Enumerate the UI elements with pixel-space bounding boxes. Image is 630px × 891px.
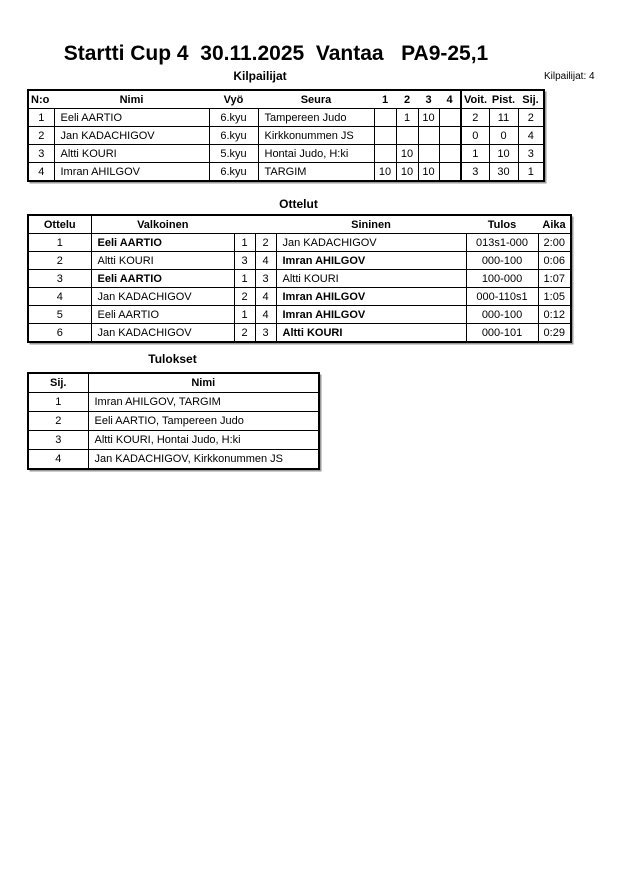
column-header: Valkoinen [91, 215, 234, 234]
competitor-name: Imran AHILGOV [54, 163, 209, 182]
white-competitor: Eeli AARTIO [91, 234, 234, 252]
competitor-name: Jan KADACHIGOV [54, 127, 209, 145]
result-name: Jan KADACHIGOV, Kirkkonummen JS [88, 450, 319, 470]
match-time: 1:07 [538, 270, 571, 288]
competitors-table [27, 89, 545, 182]
competitor-belt: 5.kyu [209, 145, 258, 163]
round-score [374, 145, 396, 163]
match-time: 2:00 [538, 234, 571, 252]
result-row [28, 431, 319, 450]
competitor-points: 11 [489, 109, 518, 127]
round-score: 10 [374, 163, 396, 182]
column-header: 2 [396, 90, 418, 109]
competitor-wins: 3 [461, 163, 489, 182]
round-score: 10 [418, 109, 439, 127]
match-number: 3 [28, 270, 91, 288]
competitor-number: 4 [28, 163, 54, 182]
competitor-club: Tampereen Judo [258, 109, 374, 127]
competitor-number: 2 [28, 127, 54, 145]
white-competitor: Jan KADACHIGOV [91, 288, 234, 306]
column-header: Nimi [54, 90, 209, 109]
round-score [418, 145, 439, 163]
blue-competitor: Altti KOURI [276, 324, 466, 343]
competitor-belt: 6.kyu [209, 127, 258, 145]
match-time: 1:05 [538, 288, 571, 306]
blue-competitor: Altti KOURI [276, 270, 466, 288]
column-header: 4 [439, 90, 461, 109]
results-header-row [28, 373, 319, 393]
result-row [28, 393, 319, 412]
competitor-row [28, 145, 544, 163]
match-result: 100-000 [466, 270, 538, 288]
column-header: Nimi [88, 373, 319, 393]
column-header [255, 215, 276, 234]
result-row [28, 412, 319, 431]
competitor-place: 1 [518, 163, 544, 182]
competitor-club: Hontai Judo, H:ki [258, 145, 374, 163]
white-competitor: Jan KADACHIGOV [91, 324, 234, 343]
competitor-name: Altti KOURI [54, 145, 209, 163]
competitor-place: 4 [518, 127, 544, 145]
blue-competitor: Jan KADACHIGOV [276, 234, 466, 252]
match-result: 000-100 [466, 252, 538, 270]
match-row [28, 288, 571, 306]
column-header: Sininen [276, 215, 466, 234]
round-score [418, 127, 439, 145]
matches-heading: Ottelut [279, 197, 318, 211]
result-place: 1 [28, 393, 88, 412]
result-name: Altti KOURI, Hontai Judo, H:ki [88, 431, 319, 450]
competitor-place: 3 [518, 145, 544, 163]
round-score [439, 145, 461, 163]
matches-header-row [28, 215, 571, 234]
match-row [28, 306, 571, 324]
white-competitor: Eeli AARTIO [91, 306, 234, 324]
competitor-wins: 0 [461, 127, 489, 145]
column-header [234, 215, 255, 234]
match-time: 0:12 [538, 306, 571, 324]
blue-number: 4 [255, 252, 276, 270]
column-header: Sij. [28, 373, 88, 393]
result-name: Imran AHILGOV, TARGIM [88, 393, 319, 412]
match-time: 0:06 [538, 252, 571, 270]
match-row [28, 252, 571, 270]
result-place: 3 [28, 431, 88, 450]
blue-number: 2 [255, 234, 276, 252]
white-number: 1 [234, 306, 255, 324]
competitor-club: Kirkkonummen JS [258, 127, 374, 145]
result-row [28, 450, 319, 470]
column-header: Seura [258, 90, 374, 109]
round-score [374, 109, 396, 127]
round-score: 10 [418, 163, 439, 182]
round-score [396, 127, 418, 145]
white-competitor: Eeli AARTIO [91, 270, 234, 288]
match-row [28, 324, 571, 343]
match-number: 1 [28, 234, 91, 252]
column-header: Aika [538, 215, 571, 234]
result-place: 4 [28, 450, 88, 470]
round-score [439, 109, 461, 127]
competitor-club: TARGIM [258, 163, 374, 182]
round-score: 10 [396, 163, 418, 182]
matches-table [27, 214, 572, 343]
competitor-wins: 2 [461, 109, 489, 127]
match-result: 000-100 [466, 306, 538, 324]
column-header: 1 [374, 90, 396, 109]
column-header: Sij. [518, 90, 544, 109]
column-header: Tulos [466, 215, 538, 234]
column-header: Ottelu [28, 215, 91, 234]
match-number: 6 [28, 324, 91, 343]
column-header: 3 [418, 90, 439, 109]
page-title: Startti Cup 4 30.11.2025 Vantaa PA9-25,1 [63, 42, 489, 65]
competitor-belt: 6.kyu [209, 109, 258, 127]
match-number: 5 [28, 306, 91, 324]
blue-number: 3 [255, 324, 276, 343]
competitors-header-row [28, 90, 544, 109]
competitors-subtitle: Kilpailijat [233, 69, 287, 83]
competitor-wins: 1 [461, 145, 489, 163]
competitor-number: 3 [28, 145, 54, 163]
white-number: 2 [234, 324, 255, 343]
competitor-points: 0 [489, 127, 518, 145]
column-header: Vyö [209, 90, 258, 109]
white-number: 2 [234, 288, 255, 306]
competitor-row [28, 109, 544, 127]
round-score: 10 [396, 145, 418, 163]
blue-number: 3 [255, 270, 276, 288]
round-score [439, 163, 461, 182]
competitor-number: 1 [28, 109, 54, 127]
blue-number: 4 [255, 288, 276, 306]
result-place: 2 [28, 412, 88, 431]
column-header: Pist. [489, 90, 518, 109]
blue-competitor: Imran AHILGOV [276, 252, 466, 270]
column-header: Voit. [461, 90, 489, 109]
competitor-name: Eeli AARTIO [54, 109, 209, 127]
match-result: 013s1-000 [466, 234, 538, 252]
white-number: 3 [234, 252, 255, 270]
competitor-count: Kilpailijat: 4 [544, 71, 595, 82]
competitor-place: 2 [518, 109, 544, 127]
match-result: 000-101 [466, 324, 538, 343]
white-number: 1 [234, 270, 255, 288]
match-number: 4 [28, 288, 91, 306]
competitor-row [28, 163, 544, 182]
round-score [439, 127, 461, 145]
blue-competitor: Imran AHILGOV [276, 288, 466, 306]
blue-competitor: Imran AHILGOV [276, 306, 466, 324]
competitor-points: 10 [489, 145, 518, 163]
round-score: 1 [396, 109, 418, 127]
competitor-points: 30 [489, 163, 518, 182]
results-heading: Tulokset [148, 352, 197, 366]
competitor-belt: 6.kyu [209, 163, 258, 182]
match-result: 000-110s1 [466, 288, 538, 306]
blue-number: 4 [255, 306, 276, 324]
match-row [28, 270, 571, 288]
match-row [28, 234, 571, 252]
match-number: 2 [28, 252, 91, 270]
column-header: N:o [28, 90, 54, 109]
match-time: 0:29 [538, 324, 571, 343]
white-competitor: Altti KOURI [91, 252, 234, 270]
result-name: Eeli AARTIO, Tampereen Judo [88, 412, 319, 431]
competitor-row [28, 127, 544, 145]
white-number: 1 [234, 234, 255, 252]
results-table [27, 372, 320, 470]
round-score [374, 127, 396, 145]
